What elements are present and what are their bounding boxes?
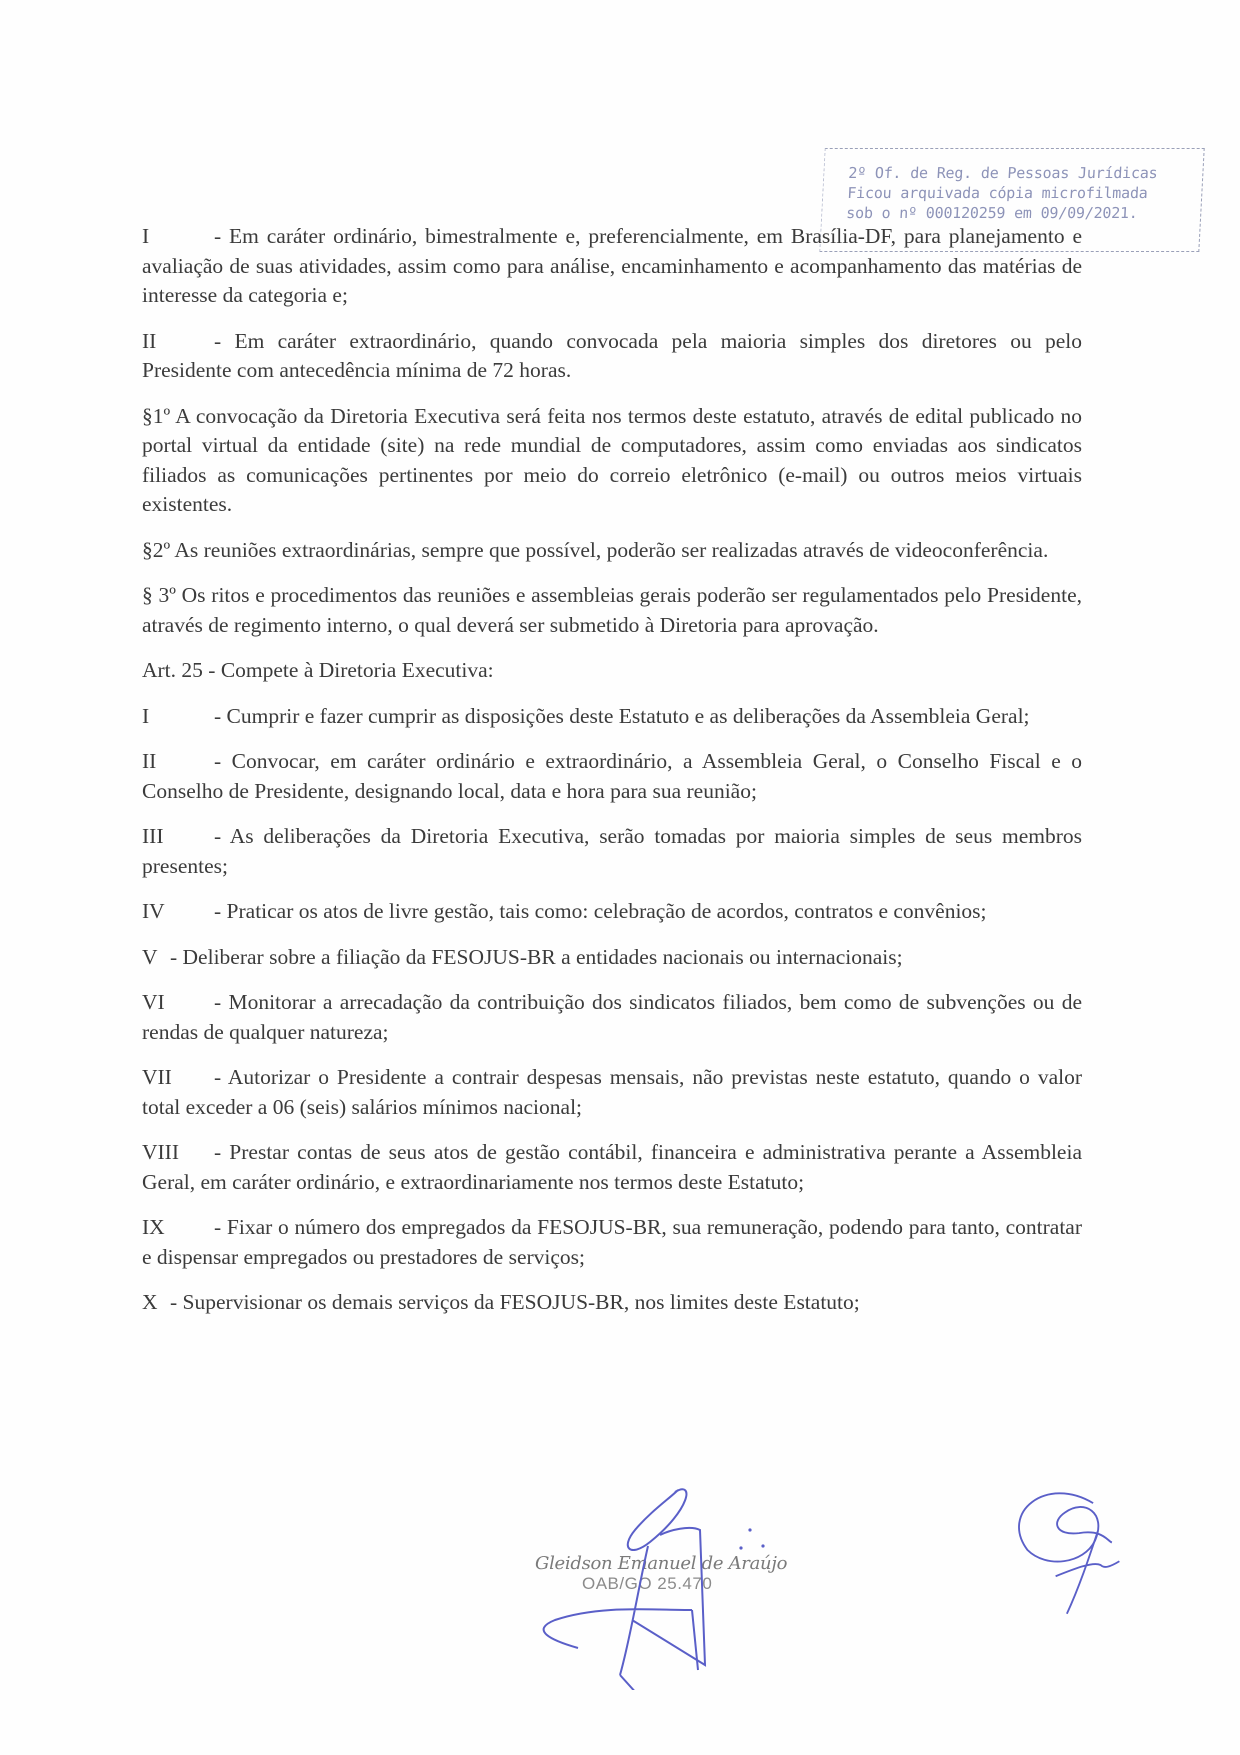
clause-paragraph — [142, 943, 1082, 973]
clause-number: III — [142, 824, 164, 848]
clause-text: - Praticar os atos de livre gestão, tais como: celebração de acordos, contratos e convênios; — [214, 899, 987, 923]
clause-paragraph — [142, 327, 1082, 386]
section-text: §1º A convocação da Diretoria Executiva será feita nos termos deste estatuto, através de edital publicado no portal virtual da entidade (site) na rede mundial de computadores, assim como enviadas aos sindicatos filiados as comunicações pertinentes por meio do correio eletrônico (e-mail) ou outros meios virtuais existentes. — [142, 403, 1082, 516]
rubric-signature-icon — [990, 1470, 1140, 1630]
section-paragraph — [142, 581, 1082, 640]
signature-dot — [761, 1544, 764, 1547]
clause-number: VII — [142, 1065, 172, 1089]
section-text: §2º As reuniões extraordinárias, sempre que possível, poderão ser realizadas através de videoconferência. — [142, 537, 1049, 562]
section-paragraph — [142, 402, 1082, 520]
document-body — [142, 222, 1082, 1334]
clause-text: - Supervisionar os demais serviços da FESOJUS-BR, nos limites deste Estatuto; — [170, 1290, 860, 1314]
clause-number: II — [142, 328, 157, 353]
handwritten-signature-icon — [520, 1470, 820, 1690]
clause-number: I — [142, 703, 150, 728]
clause-number: VIII — [142, 1140, 180, 1164]
clause-number: V — [142, 944, 158, 969]
clause-text: - Em caráter extraordinário, quando convocada pela maioria simples dos diretores ou pelo Presidente com antecedência mínima de 72 horas. — [142, 328, 1082, 382]
clause-paragraph — [142, 222, 1082, 311]
signatory-registration: OAB/GO 25.470 — [582, 1574, 713, 1593]
clause-text: - Deliberar sobre a filiação da FESOJUS-BR a entidades nacionais ou internacionais; — [170, 944, 903, 969]
signature-stroke-main — [544, 1528, 705, 1675]
clause-text: - Em caráter ordinário, bimestralmente e, preferencialmente, em Brasília-DF, para planejamento e avaliação de suas atividades, assim como para análise, encaminhamento e acompanhamento das matérias de interesse da categoria e; — [142, 224, 1082, 307]
clause-text: - Autorizar o Presidente a contrair despesas mensais, não previstas neste estatuto, quando o valor total exceder a 06 (seis) salários mínimos nacional; — [142, 1065, 1082, 1119]
section-paragraph — [142, 536, 1082, 566]
clause-paragraph — [142, 1138, 1082, 1197]
clause-paragraph — [142, 822, 1082, 881]
clause-text: - As deliberações da Diretoria Executiva, serão tomadas por maioria simples de seus membros presentes; — [142, 824, 1082, 878]
clause-paragraph — [142, 747, 1082, 806]
clause-text: - Monitorar a arrecadação da contribuição dos sindicatos filiados, bem como de subvenções ou de rendas de qualquer natureza; — [142, 990, 1082, 1044]
article-text: Art. 25 - Compete à Diretoria Executiva: — [142, 658, 494, 682]
signatory-name: Gleidson Emanuel de Araújo — [535, 1553, 788, 1574]
article-heading — [142, 656, 1082, 686]
clause-text: - Prestar contas de seus atos de gestão contábil, financeira e administrativa perante a Assembleia Geral, em caráter ordinário, e extraordinariamente nos termos deste Estatuto; — [142, 1140, 1082, 1194]
clause-paragraph — [142, 1213, 1082, 1272]
clause-paragraph — [142, 988, 1082, 1047]
clause-number: II — [142, 749, 157, 773]
clause-paragraph — [142, 1063, 1082, 1122]
signature-dot — [739, 1546, 742, 1549]
clause-text: - Cumprir e fazer cumprir as disposições deste Estatuto e as deliberações da Assembleia Geral; — [214, 703, 1030, 728]
clause-number: X — [142, 1290, 158, 1314]
clause-paragraph — [142, 897, 1082, 927]
clause-number: I — [142, 224, 150, 248]
rubric-stroke-loop — [1019, 1493, 1112, 1561]
clause-text: - Convocar, em caráter ordinário e extraordinário, a Assembleia Geral, o Conselho Fiscal e o Conselho de Presidente, designando local, data e hora para sua reunião; — [142, 749, 1082, 803]
stamp-line-2: Ficou arquivada cópia microfilmada — [846, 184, 1149, 202]
clause-number: VI — [142, 990, 165, 1014]
clause-paragraph — [142, 1288, 1082, 1318]
rubric-stroke-stem — [1056, 1531, 1120, 1614]
clause-paragraph — [142, 702, 1082, 732]
signature-stroke-loop — [628, 1489, 687, 1550]
clause-text: - Fixar o número dos empregados da FESOJUS-BR, sua remuneração, podendo para tanto, contratar e dispensar empregados ou prestadores de serviços; — [142, 1215, 1082, 1269]
clause-number: IV — [142, 899, 165, 923]
signature-dot — [748, 1528, 751, 1531]
stamp-line-1: 2º Of. de Reg. de Pessoas Jurídicas — [847, 164, 1158, 182]
section-text: § 3º Os ritos e procedimentos das reuniões e assembleias gerais poderão ser regulamentados pelo Presidente, através de regimento interno, o qual deverá ser submetido à Diretoria para aprovação. — [142, 583, 1082, 637]
clause-number: IX — [142, 1215, 165, 1239]
stamp-line-3: sob o nº 000120259 em 09/09/2021. — [845, 204, 1139, 222]
